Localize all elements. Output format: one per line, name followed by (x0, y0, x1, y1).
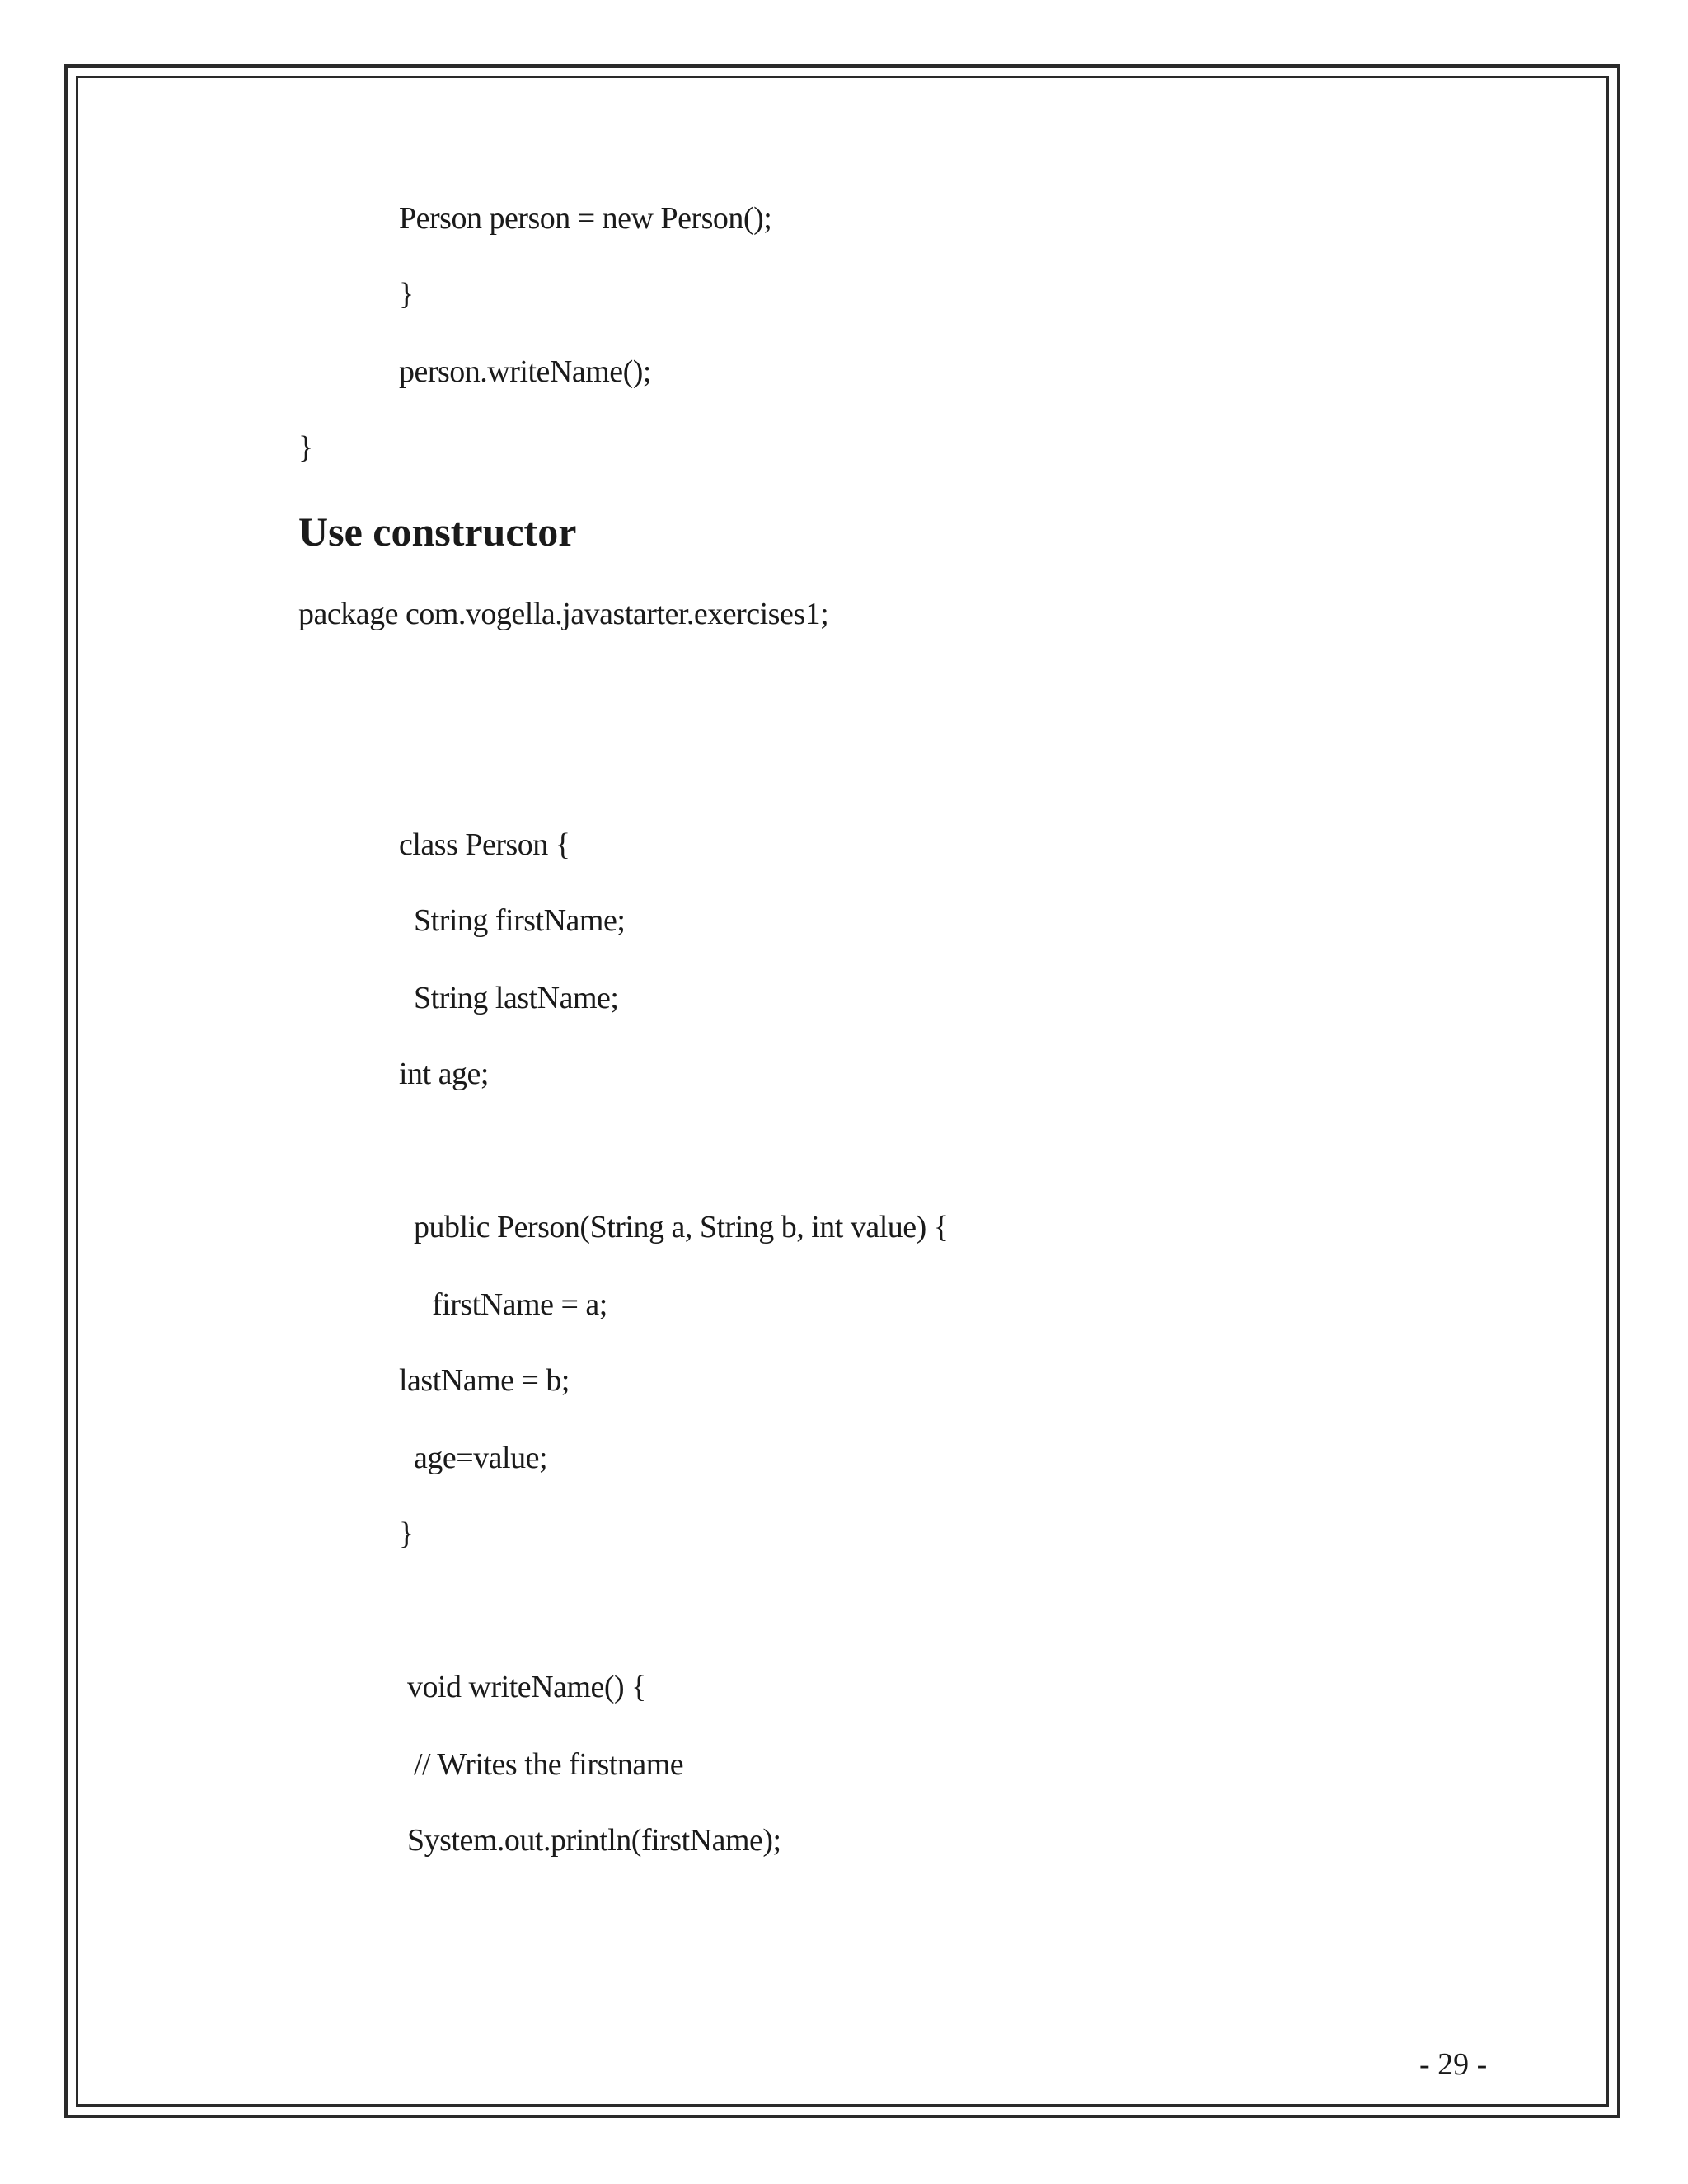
page-border-inner (76, 76, 1609, 2107)
code-line: } (399, 1516, 414, 1551)
code-line: Person person = new Person(); (399, 201, 772, 236)
code-line: } (298, 430, 313, 465)
code-line: lastName = b; (399, 1363, 570, 1398)
section-heading: Use constructor (298, 509, 577, 555)
code-line: void writeName() { (407, 1670, 646, 1704)
code-line: firstName = a; (432, 1287, 607, 1322)
page-number: - 29 - (1419, 2047, 1488, 2082)
code-line: public Person(String a, String b, int value) { (414, 1210, 949, 1244)
code-line: // Writes the firstname (414, 1747, 684, 1782)
code-line: int age; (399, 1057, 489, 1091)
code-line: } (399, 277, 414, 312)
package-line: package com.vogella.javastarter.exercises1; (298, 597, 829, 631)
code-line: age=value; (414, 1441, 548, 1475)
code-line: System.out.println(firstName); (407, 1823, 781, 1858)
code-line: class Person { (399, 827, 570, 862)
code-line: String firstName; (414, 903, 626, 938)
code-line: person.writeName(); (399, 354, 651, 389)
code-line: String lastName; (414, 981, 619, 1015)
